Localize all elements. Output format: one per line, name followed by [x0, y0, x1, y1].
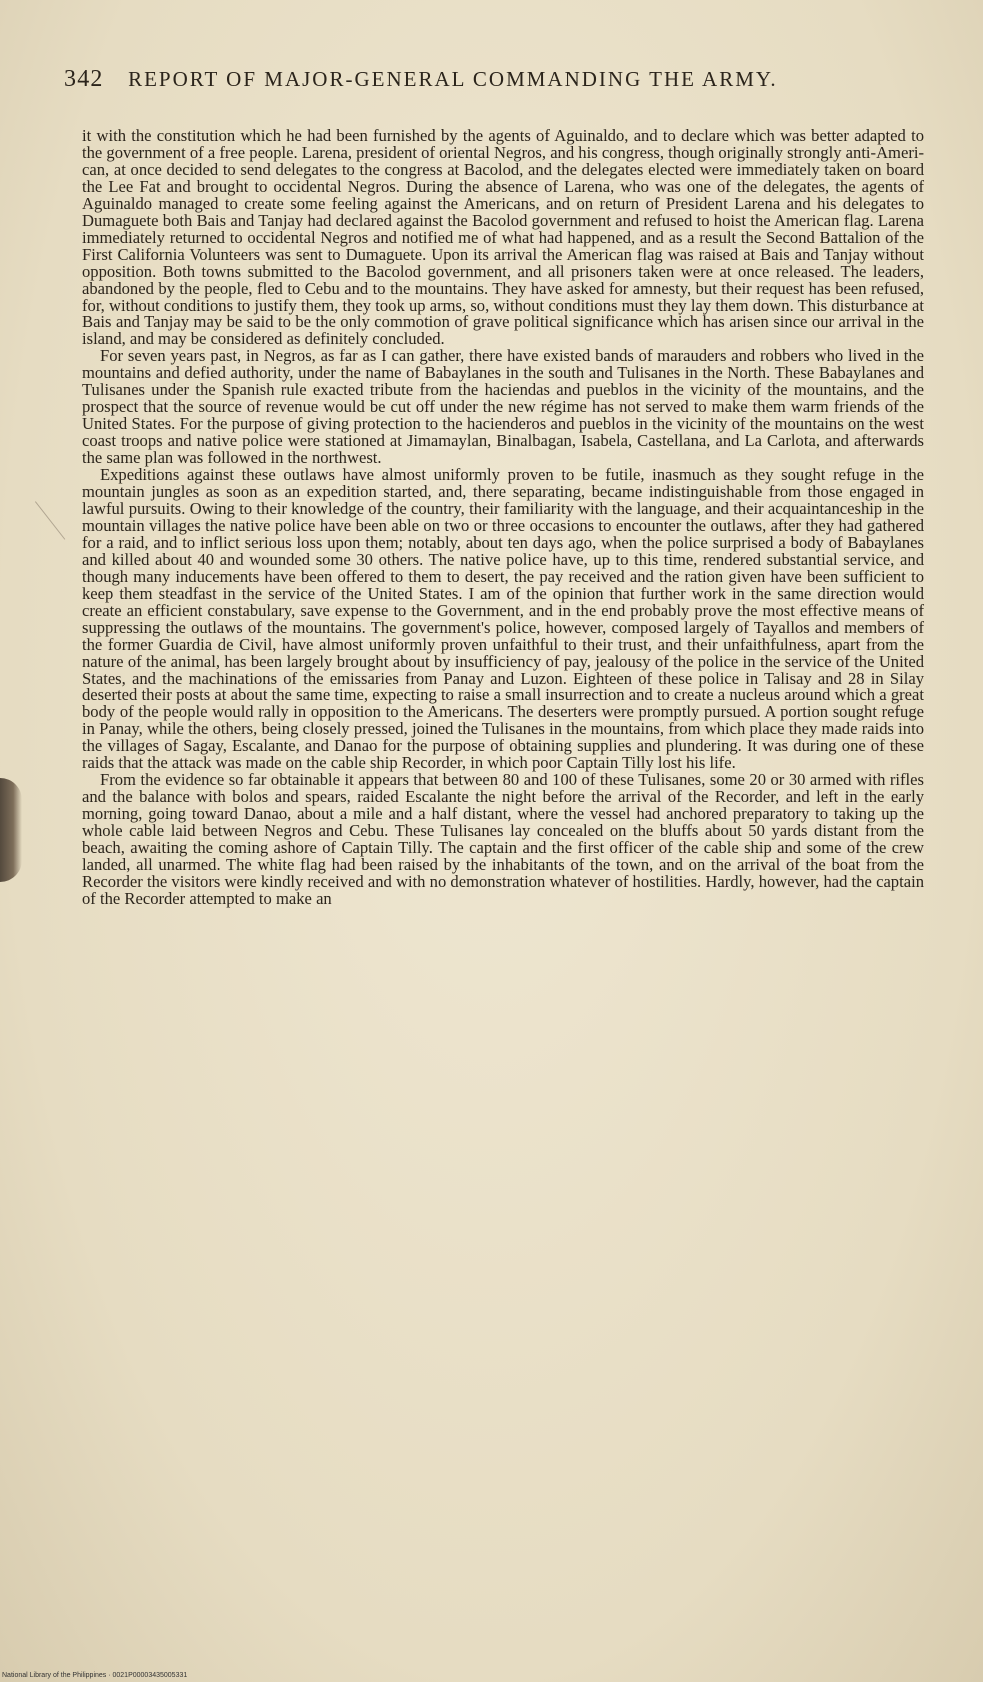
page-header	[64, 66, 924, 93]
paragraph-1: it with the constitution which he had been furnished by the agents of Aguinaldo, and to declare which was better adapted to the government of a free people. Larena, president of oriental Negros, and his congress, though originally strongly anti-American, at once decided to send delegates to the congress at Bacolod, and the delegates elected were immediately taken on board the Lee Fat and brought to occidental Negros. During the absence of Larena, who was one of the delegates, the agents of Aguinaldo managed to create some feeling against the Americans, and on return of President Larena and his delegates to Dumaguete both Bais and Tanjay had declared against the Bacolod government and refused to hoist the American flag. Larena immediately returned to occidental Negros and notified me of what had happened, and as a result the Second Battalion of the First California Volunteers was sent to Dumaguete. Upon its arrival the American flag was raised at Bais and Tanjay without opposition. Both towns submitted to the Bacolod government, and all prisoners taken were at once released. The leaders, abandoned by the people, fled to Cebu and to the mountains. They have asked for amnesty, but their request has been refused, for, without conditions to justify them, they took up arms, so, without conditions must they lay them down. This disturbance at Bais and Tanjay may be said to be the only commotion of grave political significance which has arisen since our arrival in the island, and may be considered as definitely concluded.	[82, 126, 924, 349]
scan-footer: National Library of the Philippines · 0021P00003435005331	[2, 1672, 188, 1679]
paragraph-4: From the evidence so far obtainable it appears that between 80 and 100 of these Tulisanes, some 20 or 30 armed with rifles and the balance with bolos and spears, raided Escalante the night before the arrival of the Recorder, and left in the early morning, going toward Danao, about a mile and a half distant, where the vessel had anchored preparatory to taking up the whole cable laid between Negros and Cebu. These Tulisanes lay concealed on the bluffs about 50 yards distant from the beach, awaiting the coming ashore of Captain Tilly. The captain and the first officer of the cable ship and some of the crew landed, all unarmed. The white flag had been raised by the inhabitants of the town, and on the arrival of the boat from the Recorder the visitors were kindly received and with no demonstration whatever of hostilities. Hardly, however, had the captain of the Recorder attempted to make an	[82, 770, 924, 908]
paragraph-2: For seven years past, in Negros, as far as I can gather, there have existed bands of marauders and robbers who lived in the mountains and defied authority, under the name of Babaylanes in the south and Tulisanes in the North. These Babaylanes and Tulisanes under the Spanish rule exacted tribute from the haciendas and pueblos in the vicinity of the mountains, and the prospect that the source of revenue would be cut off under the new régime has not served to make them warm friends of the United States. For the purpose of giving protection to the hacienderos and pueblos in the vicinity of the mountains on the west coast troops and native police were stationed at Jimamaylan, Binalbagan, Isabela, Castellana, and La Carlota, and afterwards the same plan was followed in the northwest.	[82, 346, 924, 468]
scanner-thumb-shadow	[0, 778, 22, 882]
paragraph-3: Expeditions against these outlaws have almost uniformly proven to be futile, inasmuch as they sought refuge in the mountain jungles as soon as an expedition started, and, there separating, became indistinguishable from those engaged in lawful pursuits. Owing to their knowledge of the country, their familiarity with the language, and their acquaintanceship in the mountain villages the native police have been able on two or three occasions to encounter the outlaws, after they had gathered for a raid, and to inflict serious loss upon them; notably, about ten days ago, when the police surprised a body of Babaylanes and killed about 40 and wounded some 30 others. The native police have, up to this time, rendered substantial service, and though many inducements have been offered to them to desert, the pay received and the ration given have been sufficient to keep them steadfast in the service of the United States. I am of the opinion that further work in the same direction would create an efficient constabulary, save expense to the Government, and in the end probably prove the most effective means of suppressing the outlaws of the mountains. The government's police, however, composed largely of Tayallos and members of the former Guardia de Civil, have almost uniformly proven unfaithful to their trust, and their unfaithfulness, apart from the nature of the animal, has been largely brought about by insufficiency of pay, jealousy of the police in the service of the United States, and the machinations of the emissaries from Panay and Luzon. Eighteen of these police in Talisay and 28 in Silay deserted their posts at about the same time, expecting to raise a small insurrection and to create a nucleus around which a great body of the people would rally in opposition to the Americans. The deserters were promptly pursued. A portion sought refuge in Panay, while the others, being closely pressed, joined the Tulisanes in the mountains, from which place they made raids into the villages of Sagay, Escalante, and Danao for the purpose of obtaining supplies and plundering. It was during one of these raids that the attack was made on the cable ship Recorder, in which poor Captain Tilly lost his life.	[82, 465, 924, 773]
page-number: 342	[64, 66, 104, 92]
body-text	[82, 128, 924, 908]
running-title: REPORT OF MAJOR-GENERAL COMMANDING THE ARMY.	[128, 67, 778, 91]
